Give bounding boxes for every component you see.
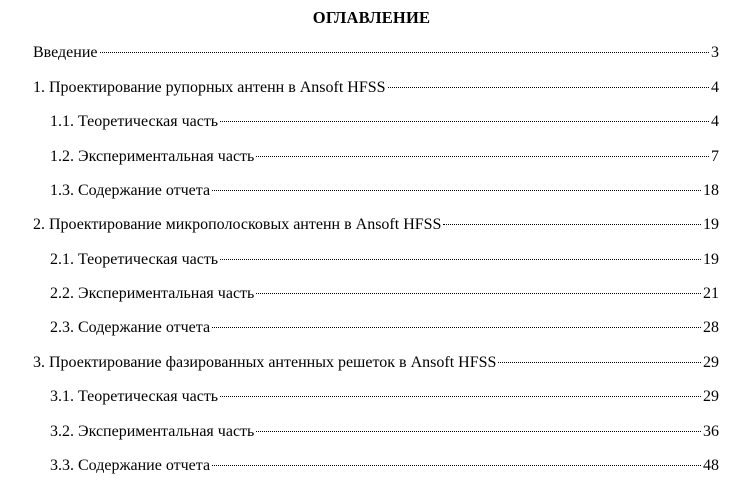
- toc-entry-page: 19: [703, 216, 719, 233]
- toc-entry-introduction[interactable]: [33, 43, 719, 63]
- toc-leader-dots: [256, 293, 701, 294]
- toc-entry-section-3-3[interactable]: [50, 456, 719, 476]
- toc-entry-chapter-1[interactable]: [33, 78, 719, 98]
- toc-entry-chapter-3[interactable]: [33, 353, 719, 373]
- toc-entry-label: 3. Проектирование фазированных антенных решеток в Ansoft HFSS: [33, 354, 497, 371]
- toc-leader-dots: [220, 396, 701, 397]
- toc-leader-dots: [212, 327, 701, 328]
- toc-entry-label: 3.2. Экспериментальная часть: [50, 423, 255, 440]
- toc-entry-label: 1.1. Теоретическая часть: [50, 113, 219, 130]
- toc-entry-page: 48: [703, 457, 719, 474]
- toc-leader-dots: [256, 156, 709, 157]
- toc-entry-label: 3.1. Теоретическая часть: [50, 388, 219, 405]
- toc-entry-section-1-1[interactable]: [50, 112, 719, 132]
- toc-entry-page: 4: [711, 113, 719, 130]
- toc-leader-dots: [212, 465, 701, 466]
- toc-entry-page: 7: [711, 148, 719, 165]
- toc-leader-dots: [220, 121, 709, 122]
- toc-leader-dots: [388, 87, 709, 88]
- toc-leader-dots: [212, 190, 701, 191]
- toc-entry-section-1-3[interactable]: [50, 181, 719, 201]
- toc-entry-chapter-2[interactable]: [33, 215, 719, 235]
- toc-entry-page: 29: [703, 354, 719, 371]
- toc-entry-page: 36: [703, 423, 719, 440]
- toc-entry-page: 18: [703, 182, 719, 199]
- toc-entry-page: 21: [703, 285, 719, 302]
- toc-entry-section-2-2[interactable]: [50, 284, 719, 304]
- toc-entry-section-2-1[interactable]: [50, 250, 719, 270]
- toc-leader-dots: [100, 52, 710, 53]
- toc-entry-page: 4: [711, 79, 719, 96]
- toc-entry-label: 2. Проектирование микрополосковых антенн в Ansoft HFSS: [33, 216, 442, 233]
- toc-entry-label: 2.3. Содержание отчета: [50, 319, 211, 336]
- toc-entry-label: 1.3. Содержание отчета: [50, 182, 211, 199]
- toc-entry-label: 2.1. Теоретическая часть: [50, 251, 219, 268]
- toc-leader-dots: [220, 259, 701, 260]
- toc-entry-section-2-3[interactable]: [50, 318, 719, 338]
- toc-entry-section-1-2[interactable]: [50, 147, 719, 167]
- toc-entry-page: 29: [703, 388, 719, 405]
- toc-leader-dots: [498, 362, 701, 363]
- toc-leader-dots: [256, 431, 701, 432]
- toc-entry-section-3-1[interactable]: [50, 387, 719, 407]
- toc-entry-page: 28: [703, 319, 719, 336]
- toc-entry-page: 19: [703, 251, 719, 268]
- toc-title: ОГЛАВЛЕНИЕ: [312, 8, 431, 27]
- toc-entry-label: 3.3. Содержание отчета: [50, 457, 211, 474]
- toc-entry-section-3-2[interactable]: [50, 422, 719, 442]
- toc-entry-page: 3: [711, 44, 719, 61]
- toc-entry-label: Введение: [33, 44, 98, 61]
- toc-entry-label: 1.2. Экспериментальная часть: [50, 148, 255, 165]
- toc-entry-label: 2.2. Экспериментальная часть: [50, 285, 255, 302]
- toc-leader-dots: [443, 224, 701, 225]
- toc-entry-label: 1. Проектирование рупорных антенн в Ansoft HFSS: [33, 79, 386, 96]
